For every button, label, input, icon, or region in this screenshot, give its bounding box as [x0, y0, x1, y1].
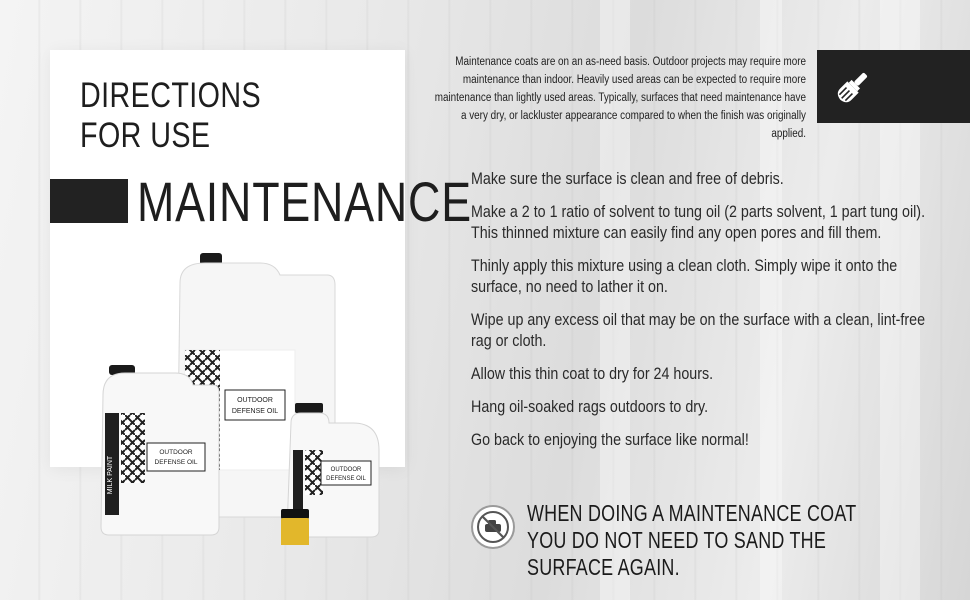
step-item: Make sure the surface is clean and free of debris.: [471, 169, 784, 188]
maintenance-note: Maintenance coats are on an as-need basis. Outdoor projects may require more maintenance than indoor. Heavily used areas can be expected to require more maintenance than lightly used areas. Typically, surfaces that need maintenance have a very dry, or lackluster appearance compared to when the finish was originally applied.: [434, 56, 806, 140]
section-title: MAINTENANCE: [137, 170, 472, 233]
paint-brush-icon: [833, 67, 873, 107]
no-sanding-icon: [471, 505, 515, 549]
step-item: Go back to enjoying the surface like normal!: [471, 430, 749, 449]
brush-badge: [817, 50, 970, 123]
step-item: Wipe up any excess oil that may be on the surface with a clean, lint-free rag or cloth.: [471, 310, 926, 350]
product-name-line2: DEFENSE OIL: [154, 459, 198, 466]
step-item: Hang oil-soaked rags outdoors to dry.: [471, 397, 709, 416]
product-name-line1: OUTDOOR: [159, 449, 193, 456]
product-name-line1: OUTDOOR: [330, 467, 362, 473]
product-name-line2: DEFENSE OIL: [326, 476, 366, 482]
half-gallon-jug: [101, 365, 219, 535]
product-brand: MILK PAINT: [107, 455, 114, 495]
steps-list: [471, 168, 951, 462]
step-item: Thinly apply this mixture using a clean cloth. Simply wipe it onto the surface, no need to lather it on.: [471, 256, 898, 296]
step-item: Allow this thin coat to dry for 24 hours.: [471, 364, 714, 383]
directions-heading: [80, 76, 261, 156]
product-name-line1: OUTDOOR: [237, 397, 273, 404]
directions-heading-line1: DIRECTIONS: [80, 76, 262, 115]
sample-jar: [281, 509, 309, 545]
step-item: Make a 2 to 1 ratio of solvent to tung oil (2 parts solvent, 1 part tung oil). This thinned mixture can easily find any open pores and fill them.: [471, 202, 926, 242]
section-accent-bar: [50, 179, 128, 223]
product-name-line2: DEFENSE OIL: [231, 408, 279, 415]
directions-heading-line2: FOR USE: [80, 116, 211, 155]
no-sand-warning: WHEN DOING A MAINTENANCE COAT YOU DO NOT NEED TO SAND THE SURFACE AGAIN.: [527, 500, 857, 580]
product-photo: [95, 245, 395, 545]
